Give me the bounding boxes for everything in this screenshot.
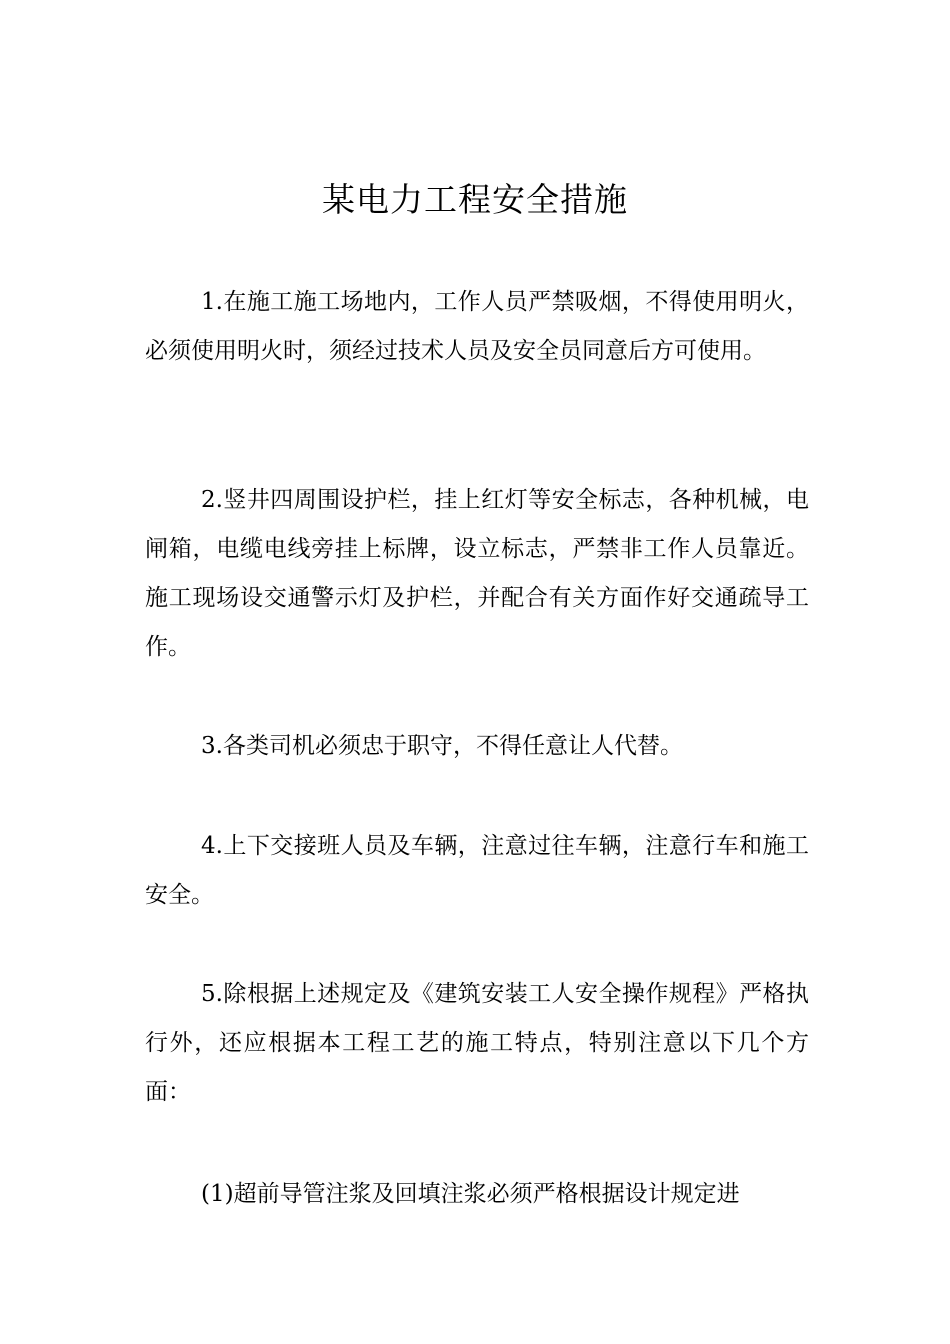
paragraph-1: 1.在施工施工场地内，工作人员严禁吸烟，不得使用明火，必须使用明火时，须经过技术人员及安全员同意后方可使用。 <box>145 289 809 364</box>
paragraph-6: (1)超前导管注浆及回填注浆必须严格根据设计规定进 <box>201 1181 740 1207</box>
paragraph-3: 3.各类司机必须忠于职守，不得任意让人代替。 <box>201 733 683 759</box>
paragraph-5: 5.除根据上述规定及《建筑安装工人安全操作规程》严格执行外，还应根据本工程工艺的施工特点，特别注意以下几个方面： <box>145 981 809 1105</box>
document-title: 某电力工程安全措施 <box>322 180 628 219</box>
paragraph-2: 2.竖井四周围设护栏，挂上红灯等安全标志，各种机械，电闸箱，电缆电线旁挂上标牌，设立标志，严禁非工作人员靠近。施工现场设交通警示灯及护栏，并配合有关方面作好交通疏导工作。 <box>145 487 809 660</box>
paragraph-4: 4.上下交接班人员及车辆，注意过往车辆，注意行车和施工安全。 <box>145 833 809 908</box>
